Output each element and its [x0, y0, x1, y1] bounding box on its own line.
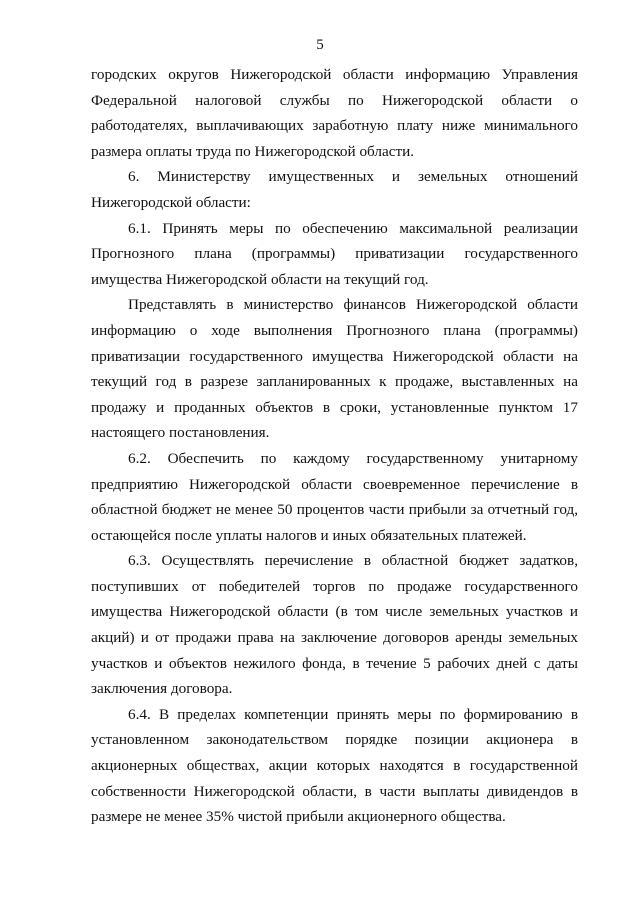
paragraph-item-6: 6. Министерству имущественных и земельных отношений Нижегородской области:: [91, 168, 578, 211]
document-body: [91, 62, 578, 830]
paragraph-item-6-3: 6.3. Осуществлять перечисление в областной бюджет задатков, поступивших от победителей торгов по продаже государственного имущества Нижегородской области (в том числе земельных участков и акций) и от продажи права на заключение договоров аренды земельных участков и объектов нежилого фонда, в течение 5 рабочих дней с даты заключения договора.: [91, 552, 578, 698]
paragraph-item-6-1: 6.1. Принять меры по обеспечению максимальной реализации Прогнозного плана (программы) приватизации государственного имущества Нижегородской области на текущий год.: [91, 219, 578, 288]
page-number: 5: [316, 37, 324, 53]
paragraph-item-6-1-reporting: Представлять в министерство финансов Нижегородской области информацию о ходе выполнения Прогнозного плана (программы) приватизации государственного имущества Нижегородской области на текущий год в разрезе запланированных к продаже, выставленных на продажу и проданных объектов в сроки, установленные пунктом 17 настоящего постановления.: [91, 296, 578, 442]
paragraph-item-6-2: 6.2. Обеспечить по каждому государственному унитарному предприятию Нижегородской области своевременное перечисление в областной бюджет не менее 50 процентов части прибыли за отчетный год, остающейся после уплаты налогов и иных обязательных платежей.: [91, 449, 578, 544]
paragraph-item-6-4: 6.4. В пределах компетенции принять меры по формированию в установленном законодательством порядке позиции акционера в акционерных обществах, акции которых находятся в государственной собственности Нижегородской области, в части выплаты дивидендов в размере не менее 35% чистой прибыли акционерного общества.: [91, 705, 578, 826]
paragraph-continuation: городских округов Нижегородской области информацию Управления Федеральной налоговой службы по Нижегородской области о работодателях, выплачивающих заработную плату ниже минимального размера оплаты труда по Нижегородской области.: [91, 66, 578, 160]
